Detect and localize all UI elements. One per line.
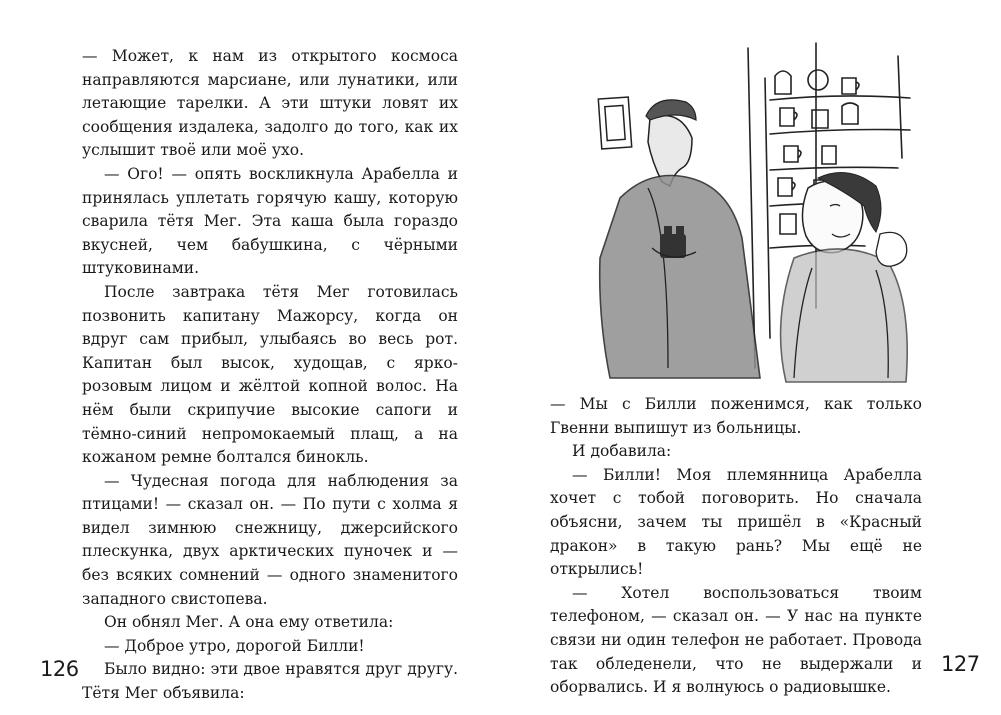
- illustration-image: [580, 38, 980, 388]
- paragraph: Было видно: эти двое нравятся друг другу. Тётя Мег объявила:: [82, 660, 458, 703]
- paragraph: — Мы с Билли поженимся, как только Гвенни выпишут из больницы.: [550, 395, 922, 437]
- paragraph: — Ого! — опять воскликнула Арабелла и принялась уплетать горячую кашу, которую сварила тётя Мег. Эта каша была гораздо вкусней, чем бабушкина, с чёрными штуковинами.: [82, 164, 458, 278]
- right-page-text: [550, 393, 922, 700]
- paragraph: — Доброе утро, дорогой Билли!: [104, 636, 365, 655]
- left-page-text: [82, 45, 458, 706]
- left-page: [0, 0, 500, 715]
- paragraph: И добавила:: [572, 442, 672, 461]
- paragraph: — Может, к нам из открытого космоса направляются марсиане, или лунатики, или летающие тарелки. А эти штуки ловят их сообщения издалека, задолго до того, как их услышит твоё или моё ухо.: [82, 47, 458, 160]
- paragraph: — Билли! Моя племянница Арабелла хочет с тобой поговорить. Но сначала объясни, зачем ты пришёл в «Красный дракон» в такую рань? Мы ещё не открылись!: [550, 465, 922, 579]
- paragraph: Он обнял Мег. А она ему ответила:: [104, 613, 394, 632]
- right-page: [500, 0, 1001, 715]
- page-number: 127: [941, 652, 980, 676]
- page-number: 126: [40, 657, 79, 681]
- paragraph: — Хотел воспользоваться твоим телефоном, — сказал он. — У нас на пункте связи ни один телефон не работает. Провода так обледенели, что не выдержали и оборвались. И я волнуюсь о радиовышке.: [550, 583, 922, 697]
- paragraph: — Чудесная погода для наблюдения за птицами! — сказал он. — По пути с холма я видел зимнюю снежницу, джерсийского плескунка, двух арктических пуночек и — без всяких сомнений — одного знаменитого западного свистопева.: [82, 471, 458, 608]
- paragraph: После завтрака тётя Мег готовилась позвонить капитану Мажорсу, когда он вдруг сам прибыл, улыбаясь во весь рот. Капитан был высок, худощав, с ярко-розовым лицом и жёлтой копной волос. На нём были скрипучие высокие сапоги и тёмно-синий непромокаемый плащ, а на кожаном ремне болтался бинокль.: [82, 282, 458, 467]
